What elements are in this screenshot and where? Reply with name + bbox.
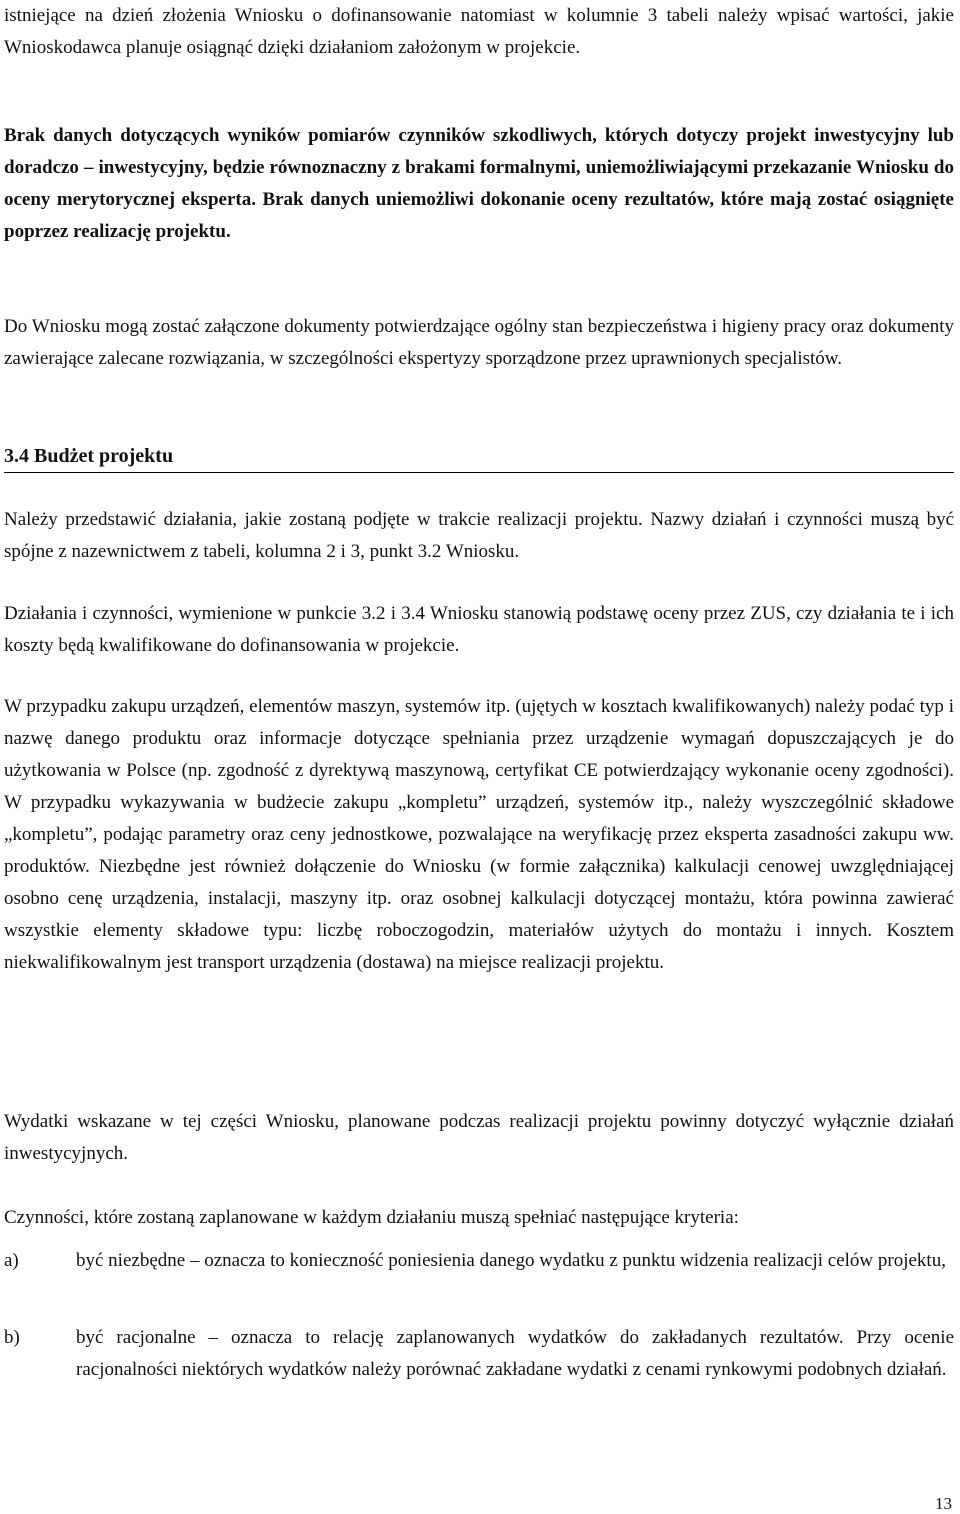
list-marker: b) bbox=[4, 1327, 20, 1348]
paragraph-intro-continuation: istniejące na dzień złożenia Wniosku o dofinansowanie natomiast w kolumnie 3 tabeli należy wpisać wartości, jakie Wnioskodawca planuje osiągnąć dzięki działaniom założonym w projekcie. bbox=[4, 5, 954, 58]
paragraph-missing-data-warning: Brak danych dotyczących wyników pomiarów czynników szkodliwych, których dotyczy projekt inwestycyjny lub doradczo – inwestycyjny, będzie równoznaczny z brakami formalnymi, uniemożliwiającymi przekazanie Wniosku do oceny merytorycznej eksperta. Brak danych uniemożliwi dokonanie oceny rezultatów, które mają zostać osiągnięte poprzez realizację projektu. bbox=[4, 125, 954, 242]
section-heading-budget: 3.4 Budżet projektu bbox=[4, 440, 954, 473]
page-number: 13 bbox=[935, 1494, 952, 1513]
paragraph-assessment-basis: Działania i czynności, wymienione w punkcie 3.2 i 3.4 Wniosku stanowią podstawę oceny przez ZUS, czy działania te i ich koszty będą kwalifikowane do dofinansowania w projekcie. bbox=[4, 603, 954, 656]
list-item-text: być niezbędne – oznacza to konieczność poniesienia danego wydatku z punktu widzenia realizacji celów projektu, bbox=[76, 1250, 946, 1271]
paragraph-criteria-intro: Czynności, które zostaną zaplanowane w każdym działaniu muszą spełniać następujące kryteria: bbox=[4, 1207, 739, 1228]
list-marker: a) bbox=[4, 1250, 19, 1271]
paragraph-equipment-purchase: W przypadku zakupu urządzeń, elementów maszyn, systemów itp. (ujętych w kosztach kwalifikowanych) należy podać typ i nazwę danego produktu oraz informacje dotyczące spełniania przez urządzenie wymagań dopuszczających je do użytkowania w Polsce (np. zgodność z dyrektywą maszynową, certyfikat CE potwierdzający wykonanie oceny zgodności). W przypadku wykazywania w budżecie zakupu „kompletu” urządzeń, systemów itp., należy wyszczególnić składowe „kompletu”, podając parametry oraz ceny jednostkowe, pozwalające na weryfikację przez eksperta zasadności zakupu ww. produktów. Niezbędne jest również dołączenie do Wniosku (w formie załącznika) kalkulacji cenowej uwzględniającej osobno cenę urządzenia, instalacji, maszyny itp. oraz osobnej kalkulacji dotyczącej montażu, która powinna zawierać wszystkie elementy składowe typu: liczbę roboczogodzin, materiałów użytych do montażu i innych. Kosztem niekwalifikowalnym jest transport urządzenia (dostawa) na miejsce realizacji projektu. bbox=[4, 696, 954, 973]
paragraph-attachments: Do Wniosku mogą zostać załączone dokumenty potwierdzające ogólny stan bezpieczeństwa i higieny pracy oraz dokumenty zawierające zalecane rozwiązania, w szczególności ekspertyzy sporządzone przez uprawnionych specjalistów. bbox=[4, 316, 954, 369]
paragraph-investment-expenses: Wydatki wskazane w tej części Wniosku, planowane podczas realizacji projektu powinny dotyczyć wyłącznie działań inwestycyjnych. bbox=[4, 1111, 954, 1164]
paragraph-actions: Należy przedstawić działania, jakie zostaną podjęte w trakcie realizacji projektu. Nazwy działań i czynności muszą być spójne z nazewnictwem z tabeli, kolumna 2 i 3, punkt 3.2 Wniosku. bbox=[4, 509, 954, 562]
list-item-text: być racjonalne – oznacza to relację zaplanowanych wydatków do zakładanych rezultatów. Przy ocenie racjonalności niektórych wydatków należy porównać zakładane wydatki z cenami rynkowymi podobnych działań. bbox=[76, 1327, 954, 1380]
